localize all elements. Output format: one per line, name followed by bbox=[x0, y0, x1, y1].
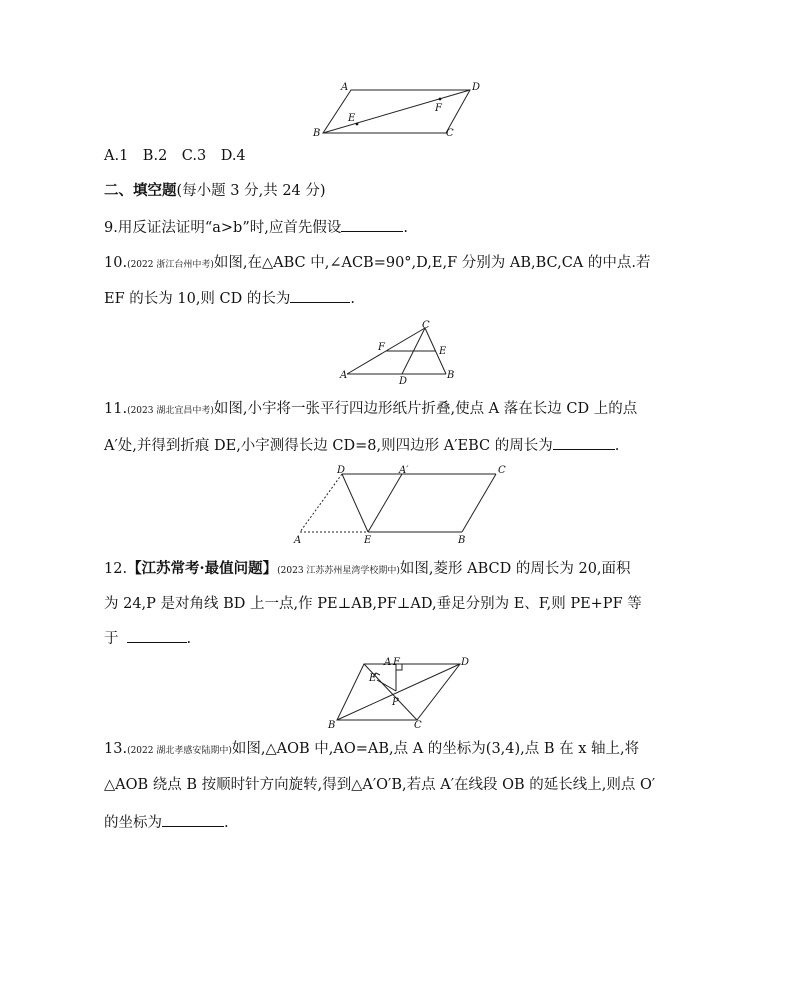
fig12-label-C: C bbox=[414, 720, 422, 731]
fig12-label-D: D bbox=[461, 657, 470, 668]
fig10-label-E: E bbox=[439, 346, 447, 357]
q9-text: 9.用反证法证明“a>b”时,应首先假设 bbox=[104, 220, 342, 236]
q12-line3: 于 bbox=[104, 631, 119, 647]
fig12-label-E: E bbox=[369, 673, 377, 684]
fig10-label-A: A bbox=[340, 370, 348, 381]
fig10-label-B: B bbox=[447, 370, 455, 381]
q11-answer-blank[interactable] bbox=[553, 435, 615, 450]
fig10-label-C: C bbox=[422, 320, 430, 331]
fig8-label-A: A bbox=[341, 82, 349, 93]
q13-end: . bbox=[224, 815, 229, 831]
fig12-label-A: A bbox=[384, 657, 392, 668]
q12-line1: 如图,菱形 ABCD 的周长为 20,面积 bbox=[399, 561, 631, 577]
fig10-label-D: D bbox=[399, 376, 408, 387]
q10-number: 10. bbox=[104, 255, 128, 271]
q12-source: (2023 江苏苏州星湾学校期中) bbox=[277, 566, 400, 576]
q12-number: 12. bbox=[104, 561, 128, 577]
fig11-label-A: A bbox=[294, 535, 302, 546]
q8-options: A.1 B.2 C.3 D.4 bbox=[104, 148, 246, 164]
figure-q11-folded-parallelogram bbox=[292, 462, 510, 544]
q9-end: . bbox=[403, 220, 408, 236]
q13-source: (2022 湖北孝感安陆期中) bbox=[127, 746, 232, 756]
question-13-line3 bbox=[104, 812, 229, 832]
q12-answer-blank[interactable] bbox=[127, 628, 187, 643]
q10-end: . bbox=[350, 291, 355, 307]
fig11-label-D: D bbox=[337, 465, 346, 476]
fig8-label-F: F bbox=[435, 103, 442, 114]
question-10-line1 bbox=[104, 254, 650, 274]
fig12-label-B: B bbox=[328, 720, 336, 731]
q12-line2: 为 24,P 是对角线 BD 上一点,作 PE⊥AB,PF⊥AD,垂足分别为 E、F,则 PE+PF 等 bbox=[104, 596, 642, 612]
q11-number: 11. bbox=[104, 401, 128, 417]
question-9 bbox=[104, 217, 408, 237]
section-2-heading bbox=[104, 182, 326, 200]
fig11-label-E: E bbox=[364, 535, 372, 546]
q9-answer-blank[interactable] bbox=[341, 217, 403, 232]
q10-line2: EF 的长为 10,则 CD 的长为 bbox=[104, 291, 291, 307]
question-12-line3 bbox=[104, 628, 191, 648]
fig8-label-D: D bbox=[472, 82, 481, 93]
q10-source: (2022 浙江台州中考) bbox=[127, 260, 214, 270]
fig8-label-E: E bbox=[348, 113, 356, 124]
q13-line1: 如图,△AOB 中,AO=AB,点 A 的坐标为(3,4),点 B 在 x 轴上,将 bbox=[231, 741, 640, 757]
question-11-line2 bbox=[104, 435, 619, 455]
question-13-line1 bbox=[104, 740, 639, 760]
fig12-label-F: F bbox=[393, 657, 400, 668]
q13-line2: △AOB 绕点 B 按顺时针方向旋转,得到△A′O′B,若点 A′在线段 OB 的延长线上,则点 O′ bbox=[104, 777, 656, 793]
q13-line3: 的坐标为 bbox=[104, 815, 162, 831]
question-10-line2 bbox=[104, 288, 355, 308]
question-11-line1 bbox=[104, 400, 637, 420]
question-13-line2 bbox=[104, 776, 655, 794]
figure-q10-triangle bbox=[340, 318, 470, 388]
q11-line2: A′处,并得到折痕 DE,小宇测得长边 CD=8,则四边形 A′EBC 的周长为 bbox=[104, 438, 553, 454]
fig8-label-C: C bbox=[446, 128, 454, 139]
figure-q12-rhombus bbox=[322, 654, 472, 732]
figure-q8-parallelogram bbox=[310, 78, 490, 142]
fig8-label-B: B bbox=[313, 128, 321, 139]
q13-number: 13. bbox=[104, 741, 128, 757]
fig12-label-P: P bbox=[392, 697, 399, 708]
q11-source: (2023 湖北宜昌中考) bbox=[127, 406, 214, 416]
q11-end: . bbox=[614, 438, 620, 454]
q10-answer-blank[interactable] bbox=[290, 288, 350, 303]
q12-tag: 【江苏常考·最值问题】 bbox=[127, 560, 278, 577]
q13-answer-blank[interactable] bbox=[162, 812, 224, 827]
fig11-label-B: B bbox=[458, 535, 466, 546]
q12-end: . bbox=[186, 631, 192, 647]
question-12-line1 bbox=[104, 560, 631, 580]
fig10-label-F: F bbox=[378, 342, 385, 353]
fig11-label-C: C bbox=[498, 465, 506, 476]
q10-line1: 如图,在△ABC 中,∠ACB=90°,D,E,F 分别为 AB,BC,CA 的中点.若 bbox=[213, 255, 651, 271]
section-2-note: (每小题 3 分,共 24 分) bbox=[176, 183, 326, 199]
q11-line1: 如图,小宇将一张平行四边形纸片折叠,使点 A 落在长边 CD 上的点 bbox=[213, 401, 638, 417]
question-12-line2 bbox=[104, 595, 642, 613]
fig11-label-A-prime: A′ bbox=[399, 465, 409, 476]
section-2-title: 二、填空题 bbox=[104, 182, 177, 199]
